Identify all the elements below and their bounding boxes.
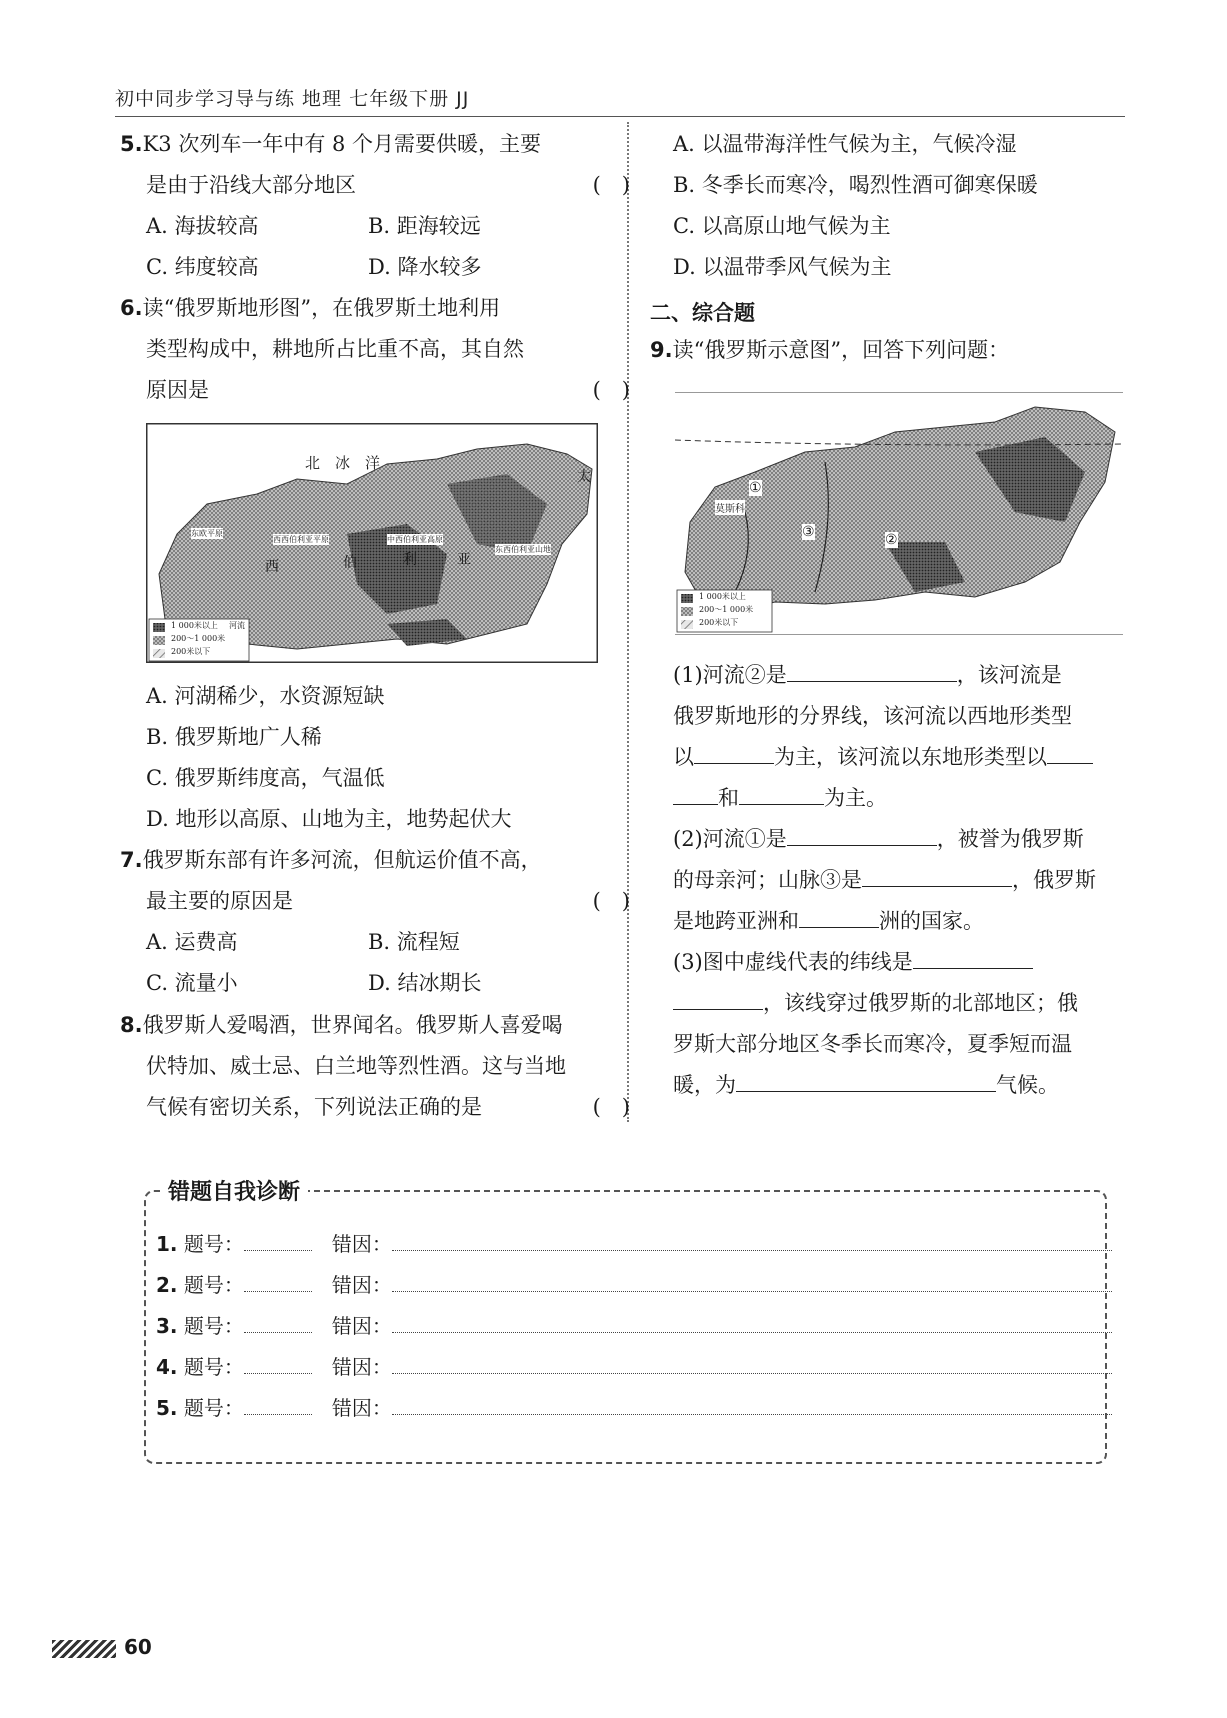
number-field[interactable] [244,1314,312,1333]
row-label-reason: 错因： [331,1355,392,1379]
row-label-number: 题号： [183,1273,244,1297]
legend-1000: 1 000米以上 [699,592,746,601]
answer-blank[interactable] [694,741,774,764]
map-label-ya: 亚 [457,552,471,568]
answer-blank[interactable] [799,905,879,928]
question-number: 6. [120,296,143,320]
map-label-plateau: 中西伯利亚高原 [387,535,443,544]
diagnosis-title: 错题自我诊断 [160,1175,308,1206]
row-label-reason: 错因： [331,1314,392,1338]
row-label-reason: 错因： [331,1273,392,1297]
answer-paren[interactable]: ( ) [592,1095,630,1119]
question-number: 8. [120,1013,143,1037]
answer-blank[interactable] [673,987,763,1010]
row-number: 1. [156,1232,178,1256]
answer-blank[interactable] [787,823,937,846]
question-number: 5. [120,132,143,156]
question-text: 读“俄罗斯示意图”，回答下列问题： [672,338,1010,362]
part-3-text: 罗斯大部分地区冬季长而寒冷，夏季短而温 [673,1032,1072,1056]
map-label-li: 利 [403,552,417,568]
part-1-text: 和 [718,786,739,810]
option-a[interactable]: A. 运费高 [146,930,238,954]
legend-river: 河流 [229,621,245,630]
map-label-lowland: 东欧平原 [191,529,223,538]
question-6-options [146,676,511,840]
number-field[interactable] [244,1232,312,1251]
question-text: 最主要的原因是 [146,889,293,913]
column-divider [627,122,629,1122]
part-1-text: 为主。 [824,786,887,810]
legend-200-1000: 200～1 000米 [171,634,226,643]
question-7 [120,840,630,1004]
question-number: 9. [650,338,673,362]
part-1-text: (1)河流②是 [673,663,787,687]
option-b[interactable]: B. 冬季长而寒冷，喝烈性酒可御寒保暖 [673,173,1038,197]
row-number: 2. [156,1273,178,1297]
number-field[interactable] [244,1355,312,1374]
part-3-text: ，该线穿过俄罗斯的北部地区；俄 [763,991,1078,1015]
map-label-plain: 西西伯利亚平原 [273,535,329,544]
row-label-number: 题号： [183,1232,244,1256]
row-number: 5. [156,1396,178,1420]
legend-200: 200米以下 [171,647,211,656]
part-3-text: 气候。 [996,1073,1059,1097]
diagnosis-row [156,1351,1112,1380]
question-9-parts [673,655,1128,1106]
reason-field[interactable] [392,1396,1112,1415]
question-9-stem [650,330,1009,371]
option-a[interactable]: A. 海拔较高 [146,214,259,238]
question-text: 原因是 [146,378,209,402]
question-text: 伏特加、威士忌、白兰地等烈性酒。这与当地 [146,1054,566,1078]
option-a[interactable]: A. 河湖稀少，水资源短缺 [146,684,385,708]
question-text: 气候有密切关系，下列说法正确的是 [146,1095,482,1119]
question-8-options [673,124,1038,288]
option-b[interactable]: B. 距海较远 [368,214,481,238]
diagnosis-row [156,1269,1112,1298]
map-label-city: 莫斯科 [715,500,745,515]
row-label-number: 题号： [183,1396,244,1420]
reason-field[interactable] [392,1355,1112,1374]
header-rule [115,116,1125,117]
part-3-text: (3)图中虚线代表的纬线是 [673,950,913,974]
option-b[interactable]: B. 流程短 [368,930,460,954]
answer-blank[interactable] [913,946,1033,969]
option-d[interactable]: D. 地形以高原、山地为主，地势起伏大 [146,807,512,831]
question-text: 俄罗斯东部有许多河流，但航运价值不高， [142,848,542,872]
option-d[interactable]: D. 以温带季风气候为主 [673,255,892,279]
option-a[interactable]: A. 以温带海洋性气候为主，气候冷湿 [673,132,1017,156]
row-label-reason: 错因： [331,1232,392,1256]
row-number: 4. [156,1355,178,1379]
left-column [120,124,630,411]
part-1-text: 以 [673,745,694,769]
part-1-text: 为主，该河流以东地形类型以 [774,745,1047,769]
diagnosis-row [156,1310,1112,1339]
legend-1000: 1 000米以上 [171,621,218,630]
answer-blank[interactable] [862,864,1012,887]
part-2-text: 是地跨亚洲和 [673,909,799,933]
answer-blank[interactable] [1047,741,1093,764]
option-d[interactable]: D. 降水较多 [368,255,482,279]
reason-field[interactable] [392,1232,1112,1251]
legend-200-1000: 200～1 000米 [699,605,754,614]
map-label-ocean: 北 冰 洋 [305,454,381,472]
part-2-text: (2)河流①是 [673,827,787,851]
row-number: 3. [156,1314,178,1338]
map-label-pacific: 太 [577,469,591,485]
option-c[interactable]: C. 流量小 [146,971,238,995]
question-8 [120,1005,630,1128]
question-text: 读“俄罗斯地形图”，在俄罗斯土地利用 [142,296,501,320]
section-heading: 二、综合题 [650,301,755,325]
part-2-text: ，被誉为俄罗斯 [936,827,1084,851]
option-b[interactable]: B. 俄罗斯地广人稀 [146,725,322,749]
option-c[interactable]: C. 以高原山地气候为主 [673,214,891,238]
russia-sketch-map [675,392,1123,635]
part-2-text: ，俄罗斯 [1012,868,1096,892]
part-1-text: 俄罗斯地形的分界线，该河流以西地形类型 [673,704,1072,728]
question-text: 俄罗斯人爱喝酒，世界闻名。俄罗斯人喜爱喝 [142,1013,563,1037]
number-field[interactable] [244,1273,312,1292]
reason-field[interactable] [392,1273,1112,1292]
question-text: 是由于沿线大部分地区 [146,173,356,197]
part-3-text: 暖，为 [673,1073,736,1097]
answer-paren[interactable]: ( ) [592,173,630,197]
diagnosis-row [156,1392,1112,1421]
page-number: 60 [124,1635,152,1659]
answer-paren[interactable]: ( ) [592,378,630,402]
option-c[interactable]: C. 纬度较高 [146,255,259,279]
answer-blank[interactable] [736,1069,996,1092]
answer-blank[interactable] [673,782,718,805]
option-c[interactable]: C. 俄罗斯纬度高，气温低 [146,766,385,790]
map-mark-3: ③ [802,524,815,540]
answer-paren[interactable]: ( ) [592,889,630,913]
legend-200: 200米以下 [699,618,739,627]
map-label-bo: 伯 [343,555,357,571]
answer-blank[interactable] [787,659,957,682]
diagnosis-row [156,1228,1112,1257]
page-header: 初中同步学习导与练 地理 七年级下册 JJ [115,88,470,110]
number-field[interactable] [244,1396,312,1415]
answer-blank[interactable] [739,782,824,805]
reason-field[interactable] [392,1314,1112,1333]
question-5 [120,124,630,288]
row-label-reason: 错因： [331,1396,392,1420]
question-text: 类型构成中，耕地所占比重不高，其自然 [146,337,524,361]
page-decoration-icon [52,1640,116,1658]
part-1-text: ，该河流是 [956,663,1062,687]
option-d[interactable]: D. 结冰期长 [368,971,482,995]
russia-terrain-map [146,423,598,663]
map-label-west: 西 [265,559,279,575]
part-2-text: 洲的国家。 [879,909,984,933]
part-2-text: 的母亲河；山脉③是 [673,868,862,892]
question-number: 7. [120,848,143,872]
row-label-number: 题号： [183,1355,244,1379]
map-mark-2: ② [885,532,898,548]
question-6 [120,288,630,411]
map-label-highland: 东西伯利亚山地 [495,545,551,554]
question-text: K3 次列车一年中有 8 个月需要供暖，主要 [142,132,542,156]
row-label-number: 题号： [183,1314,244,1338]
map-mark-1: ① [749,480,762,496]
